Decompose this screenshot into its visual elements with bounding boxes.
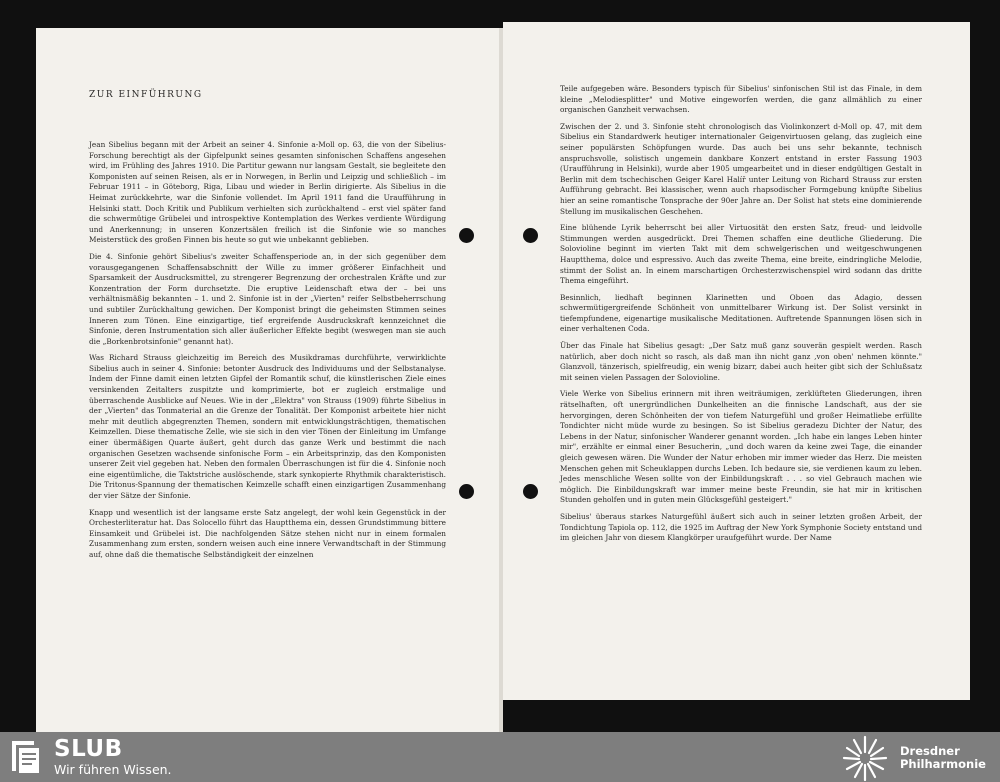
- paragraph: Die 4. Sinfonie gehört Sibelius's zweiter Schaffensperiode an, in der sich gegenüber dem vorausgegangenen Schaffensabschnitt der Wille zu immer größerer Einfachheit und Sparsamkeit der Ausdrucksmittel, zu strengerer Begrenzung der orchestralen Kräfte und zur Konzentration der Form durchsetzte. Die eruptive Leidenschaft etwa der – bei uns verhältnismäßig bekannten – 1. und 2. Sinfonie ist in der „Vierten" reifer Selbstbeherrschung und subtiler Zurückhaltung gewichen. Der Komponist bringt die geheimsten Stimmen seines Inneren zum Tönen. Eine einzigartige, tief ergreifende Ausdruckskraft kennzeichnet die Sinfonie, deren Instrumentation sich aller äußerlicher Effekte begibt (weswegen man sie auch die „Borkenbrotsinfonie" genannt hat).: [89, 251, 446, 346]
- paragraph: Zwischen der 2. und 3. Sinfonie steht chronologisch das Violinkonzert d-Moll op. 47, mit dem Sibelius ein Standardwerk heutiger internationaler Geigenvirtuosen gelang, das zugleich eine seiner populärsten Schöpfungen wurde. Das auch bei uns sehr bekannte, technisch anspruchsvolle, solistisch ungemein dankbare Konzert entstand in erster Fassung 1903 (Uraufführung in Helsinki), wurde aber 1905 umgearbeitet und in dieser endgültigen Gestalt in Berlin mit dem tschechischen Geiger Karel Halíř unter Leitung von Richard Strauss zur ersten Aufführung gebracht. Bei klassischer, wenn auch rhapsodischer Formgebung knüpfte Sibelius hier an seine romantische Tonsprache der 90er Jahre an. Der Solist hat stets eine dominierende Stellung im musikalischen Geschehen.: [560, 121, 922, 216]
- paragraph: Sibelius' überaus starkes Naturgefühl äußert sich auch in seiner letzten großen Arbeit, der Tondichtung Tapiola op. 112, die 1925 im Auftrag der New York Symphonie Society entstand und im gleichen Jahr von diesem Klangkörper uraufgeführt wurde. Der Name: [560, 511, 922, 543]
- library-slogan: Wir führen Wissen.: [54, 762, 172, 777]
- partner-name-line2: Philharmonie: [900, 757, 986, 771]
- paragraph: Viele Werke von Sibelius erinnern mit ihren weiträumigen, zerklüfteten Gliederungen, ihren rätselhaften, oft unergründlichen Dunkelheiten an die finnische Landschaft, aus der sie hervorgingen, deren Schönheiten der von tiefem Naturgefühl und großer Heimatliebe erfüllte Tondichter nicht müde wurde zu besingen. So ist Sibelius geradezu Dichter der Natur, des Lebens in der Natur, sinfonischer Wanderer genannt worden. „Ich habe ein langes Leben hinter mir", erzählte er einmal einer Besucherin, „und doch waren da keine zwei Tage, die einander gleich gewesen wären. Die Wunder der Natur erhoben mir immer wieder das Herz. Die meisten Menschen gehen mit Scheuklappen durchs Leben. Ich bedaure sie, sie verdienen kaum zu leben. Jedes menschliche Wesen sollte von der Einbildungskraft . . . so viel Gebrauch machen wie möglich. Die Einbildungskraft war immer meine beste Freundin, sie hat mir in kritischen Stunden geholfen und in guten mein Glücksgefühl gesteigert.": [560, 389, 922, 505]
- punch-hole: [459, 228, 474, 243]
- right-page-text: [560, 84, 922, 550]
- paragraph: Jean Sibelius begann mit der Arbeit an seiner 4. Sinfonie a-Moll op. 63, die von der Sibelius-Forschung berechtigt als der Gipfelpunkt seines gesamten sinfonischen Schaffens angesehen wird, im Frühling des Jahres 1910. Die Partitur gewann nur langsam Gestalt, sie begleitete den Komponisten auf seinen Reisen, als er in Norwegen, in Berlin und Leipzig und schließlich – im Februar 1911 – in Göteborg, Riga, Libau und wieder in Berlin dirigierte. Als Sibelius in die Heimat zurückkehrte, war die Sinfonie vollendet. Im April 1911 fand die Uraufführung in Helsinki statt. Doch Kritik und Publikum verhielten sich zurückhaltend – erst viel später fand die schwermütige Grübelei und introspektive Kontemplation des Werkes verdiente Würdigung und Anerkennung; in unseren Konzertsälen freilich ist die Sinfonie wie so manches Meisterstück des großen Finnen bis heute so gut wie unbekannt geblieben.: [89, 140, 446, 245]
- paragraph: Teile aufgegeben wäre. Besonders typisch für Sibelius' sinfonischen Stil ist das Finale, in dem kleine „Melodiesplitter" und Motive eingeworfen werden, die ganz allmählich zu einer organischen Ganzheit verwachsen.: [560, 84, 922, 115]
- paragraph: Besinnlich, liedhaft beginnen Klarinetten und Oboen das Adagio, dessen schwermütigergreifende Schönheit von unmittelbarer Wirkung ist. Der Solist versinkt in tiefempfundene, eigenartige musikalische Meditationen. Auftretende Spannungen lösen sich in einer verhaltenen Coda.: [560, 292, 922, 334]
- library-name[interactable]: SLUB: [54, 736, 123, 762]
- paragraph: Was Richard Strauss gleichzeitig im Bereich des Musikdramas durchführte, verwirklichte Sibelius auch in seiner 4. Sinfonie: betonter Ausdruck des Individuums und der Selbstanalyse. Indem der Finne damit einen letzten Gipfel der Romantik schuf, die künstlerischen Ziele eines versinkenden Zeitalters zuspitzte und komprimierte, bot er zugleich erstmalige und überraschende Ausblicke auf Neues. Wie in der „Elektra" von Strauss (1909) führte Sibelius in der „Vierten" das Tonmaterial an die Grenze der Tonalität. Der Komponist arbeitete hier nicht mehr mit deutlich abgegrenzten Themen, sondern mit entwicklungsträchtigen, thematischen Keimzellen. Diese thematische Zelle, wie sie sich in den vier Tönen der Einleitung im Umfange einer übermäßigen Quarte äußert, geht durch das ganze Werk und bestimmt die nach organischen Gesetzen wachsende sinfonische Form – ein Arbeitsprinzip, das den Komponisten unserer Zeit viel gegeben hat. Neben den formalen Überraschungen ist für die 4. Sinfonie noch eine eigentümliche, die Taktstriche auslöschende, stark synkopierte Rhythmik charakteristisch. Die Tritonus-Spannung der thematischen Keimzelle schafft einen einzigartigen Zusammenhang der vier Sätze der Sinfonie.: [89, 353, 446, 500]
- left-page: [36, 28, 500, 732]
- paragraph: Über das Finale hat Sibelius gesagt: „Der Satz muß ganz souverän gespielt werden. Rasch natürlich, aber doch nicht so rasch, als daß man ihn nicht ganz ‚von oben' nehmen könnte." Glanzvoll, tänzerisch, spielfreudig, ein wenig bizarr, dabei auch heiter gibt sich der Schlußsatz mit seinen vielen Passagen der Solovioline.: [560, 341, 922, 382]
- starburst-logo-icon[interactable]: [840, 734, 890, 782]
- right-page: [503, 22, 970, 700]
- punch-hole: [523, 228, 538, 243]
- slub-book-icon[interactable]: [10, 739, 42, 775]
- section-heading: ZUR EINFÜHRUNG: [89, 90, 203, 100]
- punch-hole: [523, 484, 538, 499]
- paragraph: Eine blühende Lyrik beherrscht bei aller Virtuosität den ersten Satz, freud- und leidvolle Stimmungen werden ausgedrückt. Drei Themen schaffen eine deutliche Gliederung. Die Solovioline beginnt im vierten Takt mit dem schwelgerischen und weitgeschwungenen Hauptthema, dolce und espressivo. Auch das zweite Thema, eine breite, eindringliche Melodie, stimmt der Solist an. In einem marschartigen Orchesterzwischenspiel wird sodann das dritte Thema eingeführt.: [560, 223, 922, 286]
- partner-name[interactable]: [900, 745, 986, 771]
- punch-hole: [459, 484, 474, 499]
- left-page-text: [89, 140, 446, 567]
- partner-name-line1: Dresdner: [900, 744, 960, 758]
- paragraph: Knapp und wesentlich ist der langsame erste Satz angelegt, der wohl kein Gegenstück in der Orchesterliteratur hat. Das Solocello führt das Hauptthema ein, dessen Grundstimmung bittere Einsamkeit und Grübelei ist. Die nachfolgenden Sätze stehen nicht nur in einem formalen Zusammenhang zum ersten, sondern weisen auch eine innere Verwandtschaft in der Stimmung auf, ohne daß die thematische Selbständigkeit der einzelnen: [89, 507, 446, 559]
